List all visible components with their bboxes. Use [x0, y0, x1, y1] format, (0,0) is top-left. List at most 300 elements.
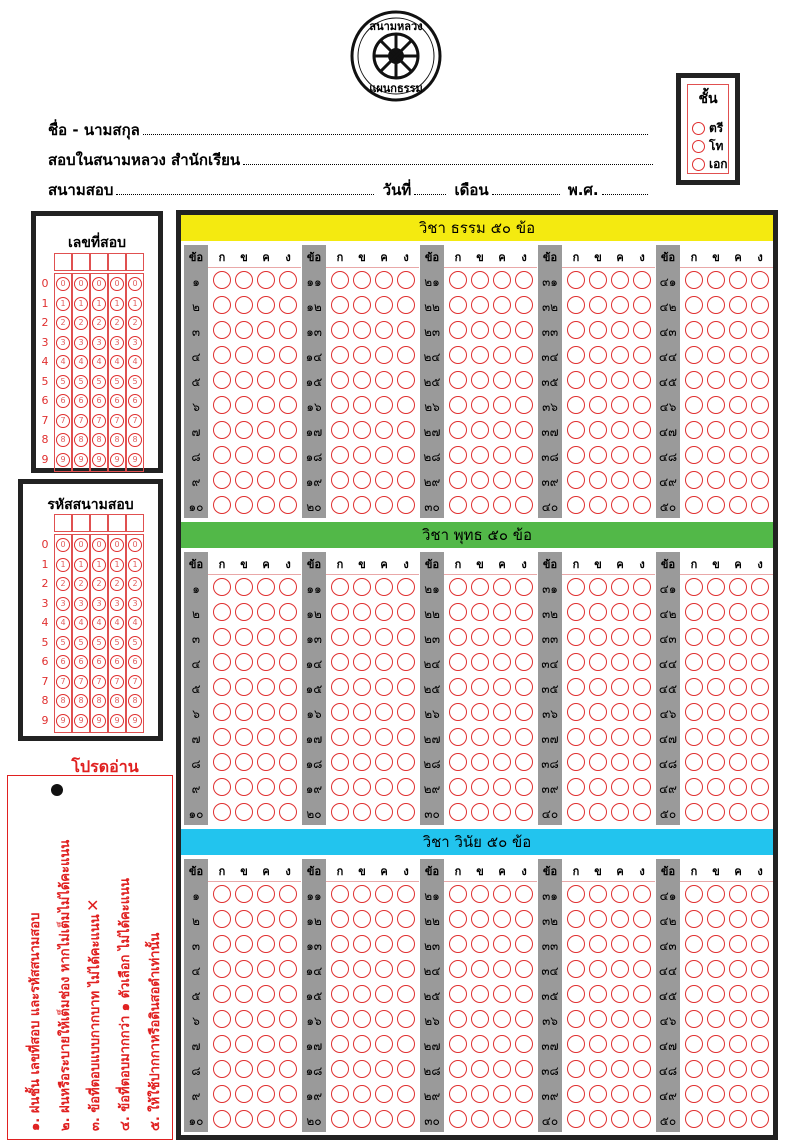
answer-bubble[interactable]	[257, 1010, 275, 1028]
answer-bubble[interactable]	[493, 1085, 511, 1103]
answer-bubble[interactable]	[353, 910, 371, 928]
answer-bubble[interactable]	[751, 1110, 769, 1128]
exam-number-digit-bubble[interactable]: 9	[74, 453, 88, 467]
answer-bubble[interactable]	[257, 321, 275, 339]
answer-bubble[interactable]	[449, 296, 467, 314]
year-field[interactable]	[602, 182, 648, 195]
level-bubble[interactable]	[692, 122, 705, 135]
venue-code-digit-bubble[interactable]: 5	[128, 636, 142, 650]
answer-bubble[interactable]	[685, 628, 703, 646]
answer-bubble[interactable]	[515, 471, 533, 489]
answer-bubble[interactable]	[707, 960, 725, 978]
answer-bubble[interactable]	[567, 703, 585, 721]
answer-bubble[interactable]	[633, 1060, 651, 1078]
answer-bubble[interactable]	[633, 396, 651, 414]
exam-number-digit-bubble[interactable]: 6	[92, 394, 106, 408]
answer-bubble[interactable]	[279, 885, 297, 903]
answer-bubble[interactable]	[493, 628, 511, 646]
answer-bubble[interactable]	[213, 803, 231, 821]
exam-number-digit-bubble[interactable]: 6	[110, 394, 124, 408]
venue-code-digit-bubble[interactable]: 5	[110, 636, 124, 650]
answer-bubble[interactable]	[279, 960, 297, 978]
exam-number-digit-bubble[interactable]: 1	[110, 297, 124, 311]
answer-bubble[interactable]	[353, 935, 371, 953]
answer-bubble[interactable]	[471, 1110, 489, 1128]
answer-bubble[interactable]	[751, 1010, 769, 1028]
venue-code-digit-bubble[interactable]: 2	[74, 577, 88, 591]
answer-bubble[interactable]	[567, 778, 585, 796]
answer-bubble[interactable]	[589, 778, 607, 796]
venue-code-digit-bubble[interactable]: 6	[110, 655, 124, 669]
answer-bubble[interactable]	[685, 603, 703, 621]
answer-bubble[interactable]	[751, 346, 769, 364]
answer-bubble[interactable]	[685, 678, 703, 696]
answer-bubble[interactable]	[353, 1085, 371, 1103]
answer-bubble[interactable]	[633, 653, 651, 671]
answer-bubble[interactable]	[353, 603, 371, 621]
answer-bubble[interactable]	[331, 910, 349, 928]
answer-bubble[interactable]	[729, 271, 747, 289]
exam-number-digit-bubble[interactable]: 7	[92, 414, 106, 428]
exam-number-digit-bubble[interactable]: 5	[74, 375, 88, 389]
venue-code-digit-bubble[interactable]: 7	[92, 675, 106, 689]
answer-bubble[interactable]	[375, 653, 393, 671]
answer-bubble[interactable]	[515, 935, 533, 953]
exam-number-digit-bubble[interactable]: 4	[92, 355, 106, 369]
venue-code-digit-bubble[interactable]: 9	[92, 714, 106, 728]
answer-bubble[interactable]	[213, 935, 231, 953]
answer-bubble[interactable]	[633, 1110, 651, 1128]
answer-bubble[interactable]	[471, 296, 489, 314]
answer-bubble[interactable]	[449, 935, 467, 953]
answer-bubble[interactable]	[493, 1010, 511, 1028]
answer-bubble[interactable]	[589, 446, 607, 464]
answer-bubble[interactable]	[279, 471, 297, 489]
answer-bubble[interactable]	[633, 628, 651, 646]
answer-bubble[interactable]	[397, 910, 415, 928]
answer-bubble[interactable]	[729, 396, 747, 414]
answer-bubble[interactable]	[515, 985, 533, 1003]
answer-bubble[interactable]	[213, 578, 231, 596]
answer-bubble[interactable]	[567, 446, 585, 464]
answer-bubble[interactable]	[397, 421, 415, 439]
answer-bubble[interactable]	[633, 578, 651, 596]
answer-bubble[interactable]	[751, 753, 769, 771]
answer-bubble[interactable]	[257, 1085, 275, 1103]
answer-bubble[interactable]	[213, 1035, 231, 1053]
answer-bubble[interactable]	[751, 885, 769, 903]
venue-code-digit-bubble[interactable]: 8	[110, 694, 124, 708]
exam-number-digit-bubble[interactable]: 0	[128, 277, 142, 291]
answer-bubble[interactable]	[257, 653, 275, 671]
answer-bubble[interactable]	[353, 753, 371, 771]
venue-code-digit-bubble[interactable]: 4	[92, 616, 106, 630]
answer-bubble[interactable]	[493, 778, 511, 796]
answer-bubble[interactable]	[729, 985, 747, 1003]
answer-bubble[interactable]	[515, 1010, 533, 1028]
answer-bubble[interactable]	[331, 1085, 349, 1103]
answer-bubble[interactable]	[331, 678, 349, 696]
answer-bubble[interactable]	[353, 653, 371, 671]
answer-bubble[interactable]	[375, 296, 393, 314]
answer-bubble[interactable]	[589, 371, 607, 389]
answer-bubble[interactable]	[611, 678, 629, 696]
answer-bubble[interactable]	[397, 321, 415, 339]
answer-bubble[interactable]	[729, 703, 747, 721]
answer-bubble[interactable]	[471, 603, 489, 621]
answer-bubble[interactable]	[375, 446, 393, 464]
answer-bubble[interactable]	[375, 1110, 393, 1128]
answer-bubble[interactable]	[331, 578, 349, 596]
answer-bubble[interactable]	[729, 446, 747, 464]
answer-bubble[interactable]	[589, 321, 607, 339]
answer-bubble[interactable]	[567, 728, 585, 746]
answer-bubble[interactable]	[279, 1035, 297, 1053]
answer-bubble[interactable]	[213, 728, 231, 746]
answer-bubble[interactable]	[279, 1010, 297, 1028]
answer-bubble[interactable]	[707, 396, 725, 414]
answer-bubble[interactable]	[515, 1035, 533, 1053]
answer-bubble[interactable]	[353, 803, 371, 821]
venue-code-write-cell[interactable]	[108, 514, 126, 532]
answer-bubble[interactable]	[685, 321, 703, 339]
answer-bubble[interactable]	[353, 960, 371, 978]
exam-number-digit-bubble[interactable]: 2	[92, 316, 106, 330]
answer-bubble[interactable]	[397, 1010, 415, 1028]
exam-number-digit-bubble[interactable]: 1	[92, 297, 106, 311]
answer-bubble[interactable]	[353, 1035, 371, 1053]
answer-bubble[interactable]	[729, 935, 747, 953]
answer-bubble[interactable]	[685, 471, 703, 489]
answer-bubble[interactable]	[257, 471, 275, 489]
answer-bubble[interactable]	[331, 960, 349, 978]
answer-bubble[interactable]	[685, 885, 703, 903]
answer-bubble[interactable]	[633, 446, 651, 464]
answer-bubble[interactable]	[353, 728, 371, 746]
answer-bubble[interactable]	[471, 396, 489, 414]
answer-bubble[interactable]	[257, 753, 275, 771]
answer-bubble[interactable]	[471, 628, 489, 646]
answer-bubble[interactable]	[353, 296, 371, 314]
answer-bubble[interactable]	[493, 271, 511, 289]
answer-bubble[interactable]	[397, 778, 415, 796]
answer-bubble[interactable]	[589, 296, 607, 314]
answer-bubble[interactable]	[515, 703, 533, 721]
answer-bubble[interactable]	[751, 1035, 769, 1053]
answer-bubble[interactable]	[729, 1010, 747, 1028]
answer-bubble[interactable]	[493, 885, 511, 903]
answer-bubble[interactable]	[589, 471, 607, 489]
answer-bubble[interactable]	[353, 421, 371, 439]
exam-number-write-cell[interactable]	[72, 253, 90, 271]
answer-bubble[interactable]	[375, 1060, 393, 1078]
answer-bubble[interactable]	[633, 778, 651, 796]
answer-bubble[interactable]	[729, 578, 747, 596]
answer-bubble[interactable]	[235, 271, 253, 289]
answer-bubble[interactable]	[375, 803, 393, 821]
answer-bubble[interactable]	[589, 628, 607, 646]
answer-bubble[interactable]	[213, 985, 231, 1003]
answer-bubble[interactable]	[493, 703, 511, 721]
answer-bubble[interactable]	[235, 935, 253, 953]
answer-bubble[interactable]	[685, 446, 703, 464]
answer-bubble[interactable]	[213, 396, 231, 414]
answer-bubble[interactable]	[589, 421, 607, 439]
venue-code-digit-bubble[interactable]: 0	[74, 538, 88, 552]
answer-bubble[interactable]	[235, 753, 253, 771]
exam-number-digit-bubble[interactable]: 9	[92, 453, 106, 467]
answer-bubble[interactable]	[567, 678, 585, 696]
answer-bubble[interactable]	[235, 1060, 253, 1078]
answer-bubble[interactable]	[515, 728, 533, 746]
exam-number-digit-bubble[interactable]: 6	[128, 394, 142, 408]
answer-bubble[interactable]	[397, 446, 415, 464]
answer-bubble[interactable]	[611, 496, 629, 514]
answer-bubble[interactable]	[633, 803, 651, 821]
answer-bubble[interactable]	[493, 1035, 511, 1053]
answer-bubble[interactable]	[611, 885, 629, 903]
answer-bubble[interactable]	[515, 628, 533, 646]
answer-bubble[interactable]	[375, 1035, 393, 1053]
venue-code-digit-bubble[interactable]: 9	[74, 714, 88, 728]
answer-bubble[interactable]	[751, 778, 769, 796]
answer-bubble[interactable]	[611, 421, 629, 439]
answer-bubble[interactable]	[589, 960, 607, 978]
answer-bubble[interactable]	[279, 1085, 297, 1103]
answer-bubble[interactable]	[589, 603, 607, 621]
answer-bubble[interactable]	[397, 885, 415, 903]
answer-bubble[interactable]	[729, 471, 747, 489]
answer-bubble[interactable]	[515, 371, 533, 389]
exam-number-digit-bubble[interactable]: 3	[110, 336, 124, 350]
answer-bubble[interactable]	[471, 321, 489, 339]
answer-bubble[interactable]	[449, 371, 467, 389]
answer-bubble[interactable]	[515, 653, 533, 671]
venue-code-digit-bubble[interactable]: 3	[92, 597, 106, 611]
answer-bubble[interactable]	[279, 935, 297, 953]
answer-bubble[interactable]	[449, 446, 467, 464]
answer-bubble[interactable]	[397, 346, 415, 364]
answer-bubble[interactable]	[213, 960, 231, 978]
answer-bubble[interactable]	[235, 603, 253, 621]
answer-bubble[interactable]	[633, 296, 651, 314]
answer-bubble[interactable]	[589, 885, 607, 903]
answer-bubble[interactable]	[729, 496, 747, 514]
exam-number-digit-bubble[interactable]: 0	[110, 277, 124, 291]
answer-bubble[interactable]	[213, 271, 231, 289]
answer-bubble[interactable]	[397, 678, 415, 696]
answer-bubble[interactable]	[213, 296, 231, 314]
exam-number-write-cell[interactable]	[126, 253, 144, 271]
answer-bubble[interactable]	[397, 603, 415, 621]
exam-number-digit-bubble[interactable]: 1	[56, 297, 70, 311]
answer-bubble[interactable]	[751, 910, 769, 928]
answer-bubble[interactable]	[493, 346, 511, 364]
answer-bubble[interactable]	[471, 703, 489, 721]
answer-bubble[interactable]	[707, 1060, 725, 1078]
answer-bubble[interactable]	[279, 396, 297, 414]
answer-bubble[interactable]	[729, 296, 747, 314]
answer-bubble[interactable]	[279, 346, 297, 364]
answer-bubble[interactable]	[375, 728, 393, 746]
answer-bubble[interactable]	[493, 371, 511, 389]
venue-code-digit-bubble[interactable]: 3	[74, 597, 88, 611]
answer-bubble[interactable]	[567, 1085, 585, 1103]
day-field[interactable]	[414, 182, 446, 195]
answer-bubble[interactable]	[611, 471, 629, 489]
answer-bubble[interactable]	[685, 728, 703, 746]
answer-bubble[interactable]	[449, 960, 467, 978]
answer-bubble[interactable]	[279, 628, 297, 646]
answer-bubble[interactable]	[611, 1085, 629, 1103]
answer-bubble[interactable]	[729, 1035, 747, 1053]
answer-bubble[interactable]	[353, 703, 371, 721]
answer-bubble[interactable]	[449, 421, 467, 439]
answer-bubble[interactable]	[567, 321, 585, 339]
answer-bubble[interactable]	[331, 271, 349, 289]
answer-bubble[interactable]	[707, 1085, 725, 1103]
answer-bubble[interactable]	[685, 1010, 703, 1028]
answer-bubble[interactable]	[375, 421, 393, 439]
answer-bubble[interactable]	[279, 578, 297, 596]
answer-bubble[interactable]	[449, 778, 467, 796]
answer-bubble[interactable]	[611, 1110, 629, 1128]
answer-bubble[interactable]	[567, 1110, 585, 1128]
answer-bubble[interactable]	[375, 678, 393, 696]
answer-bubble[interactable]	[685, 1110, 703, 1128]
answer-bubble[interactable]	[611, 346, 629, 364]
answer-bubble[interactable]	[567, 296, 585, 314]
answer-bubble[interactable]	[751, 803, 769, 821]
answer-bubble[interactable]	[353, 985, 371, 1003]
answer-bubble[interactable]	[331, 421, 349, 439]
answer-bubble[interactable]	[589, 1085, 607, 1103]
exam-number-digit-bubble[interactable]: 8	[56, 433, 70, 447]
answer-bubble[interactable]	[611, 703, 629, 721]
answer-bubble[interactable]	[515, 396, 533, 414]
answer-bubble[interactable]	[589, 346, 607, 364]
answer-bubble[interactable]	[729, 753, 747, 771]
answer-bubble[interactable]	[751, 496, 769, 514]
answer-bubble[interactable]	[331, 471, 349, 489]
answer-bubble[interactable]	[707, 885, 725, 903]
answer-bubble[interactable]	[235, 296, 253, 314]
answer-bubble[interactable]	[729, 421, 747, 439]
answer-bubble[interactable]	[707, 271, 725, 289]
answer-bubble[interactable]	[397, 803, 415, 821]
exam-number-write-cell[interactable]	[90, 253, 108, 271]
answer-bubble[interactable]	[707, 1110, 725, 1128]
answer-bubble[interactable]	[471, 1060, 489, 1078]
exam-number-digit-bubble[interactable]: 9	[56, 453, 70, 467]
answer-bubble[interactable]	[633, 1035, 651, 1053]
venue-code-digit-bubble[interactable]: 2	[56, 577, 70, 591]
answer-bubble[interactable]	[471, 778, 489, 796]
answer-bubble[interactable]	[589, 1060, 607, 1078]
answer-bubble[interactable]	[751, 1060, 769, 1078]
venue-code-digit-bubble[interactable]: 4	[56, 616, 70, 630]
answer-bubble[interactable]	[235, 496, 253, 514]
answer-bubble[interactable]	[397, 728, 415, 746]
answer-bubble[interactable]	[353, 778, 371, 796]
answer-bubble[interactable]	[279, 678, 297, 696]
answer-bubble[interactable]	[449, 396, 467, 414]
answer-bubble[interactable]	[331, 885, 349, 903]
exam-number-digit-bubble[interactable]: 4	[110, 355, 124, 369]
answer-bubble[interactable]	[493, 296, 511, 314]
answer-bubble[interactable]	[353, 321, 371, 339]
answer-bubble[interactable]	[449, 1060, 467, 1078]
exam-number-digit-bubble[interactable]: 1	[128, 297, 142, 311]
month-field[interactable]	[492, 182, 560, 195]
answer-bubble[interactable]	[279, 496, 297, 514]
answer-bubble[interactable]	[567, 960, 585, 978]
answer-bubble[interactable]	[611, 628, 629, 646]
venue-code-digit-bubble[interactable]: 1	[92, 558, 106, 572]
answer-bubble[interactable]	[213, 1060, 231, 1078]
answer-bubble[interactable]	[493, 496, 511, 514]
answer-bubble[interactable]	[493, 321, 511, 339]
answer-bubble[interactable]	[633, 1085, 651, 1103]
answer-bubble[interactable]	[589, 653, 607, 671]
answer-bubble[interactable]	[449, 1085, 467, 1103]
answer-bubble[interactable]	[235, 728, 253, 746]
answer-bubble[interactable]	[235, 1010, 253, 1028]
answer-bubble[interactable]	[353, 346, 371, 364]
answer-bubble[interactable]	[331, 603, 349, 621]
answer-bubble[interactable]	[449, 985, 467, 1003]
answer-bubble[interactable]	[471, 678, 489, 696]
answer-bubble[interactable]	[257, 728, 275, 746]
exam-number-digit-bubble[interactable]: 2	[110, 316, 124, 330]
answer-bubble[interactable]	[257, 1035, 275, 1053]
answer-bubble[interactable]	[375, 628, 393, 646]
answer-bubble[interactable]	[375, 603, 393, 621]
answer-bubble[interactable]	[397, 1035, 415, 1053]
answer-bubble[interactable]	[685, 1085, 703, 1103]
venue-code-digit-bubble[interactable]: 7	[128, 675, 142, 689]
answer-bubble[interactable]	[213, 346, 231, 364]
answer-bubble[interactable]	[331, 1035, 349, 1053]
answer-bubble[interactable]	[611, 728, 629, 746]
answer-bubble[interactable]	[567, 985, 585, 1003]
answer-bubble[interactable]	[471, 728, 489, 746]
answer-bubble[interactable]	[633, 603, 651, 621]
answer-bubble[interactable]	[257, 960, 275, 978]
answer-bubble[interactable]	[449, 346, 467, 364]
answer-bubble[interactable]	[611, 396, 629, 414]
answer-bubble[interactable]	[729, 603, 747, 621]
answer-bubble[interactable]	[729, 960, 747, 978]
answer-bubble[interactable]	[751, 935, 769, 953]
venue-code-digit-bubble[interactable]: 9	[110, 714, 124, 728]
answer-bubble[interactable]	[257, 496, 275, 514]
answer-bubble[interactable]	[397, 703, 415, 721]
answer-bubble[interactable]	[375, 578, 393, 596]
answer-bubble[interactable]	[515, 578, 533, 596]
answer-bubble[interactable]	[397, 496, 415, 514]
answer-bubble[interactable]	[633, 753, 651, 771]
answer-bubble[interactable]	[515, 678, 533, 696]
answer-bubble[interactable]	[515, 753, 533, 771]
answer-bubble[interactable]	[235, 421, 253, 439]
answer-bubble[interactable]	[567, 1060, 585, 1078]
answer-bubble[interactable]	[589, 1110, 607, 1128]
answer-bubble[interactable]	[279, 603, 297, 621]
answer-bubble[interactable]	[611, 778, 629, 796]
answer-bubble[interactable]	[397, 1060, 415, 1078]
answer-bubble[interactable]	[213, 446, 231, 464]
